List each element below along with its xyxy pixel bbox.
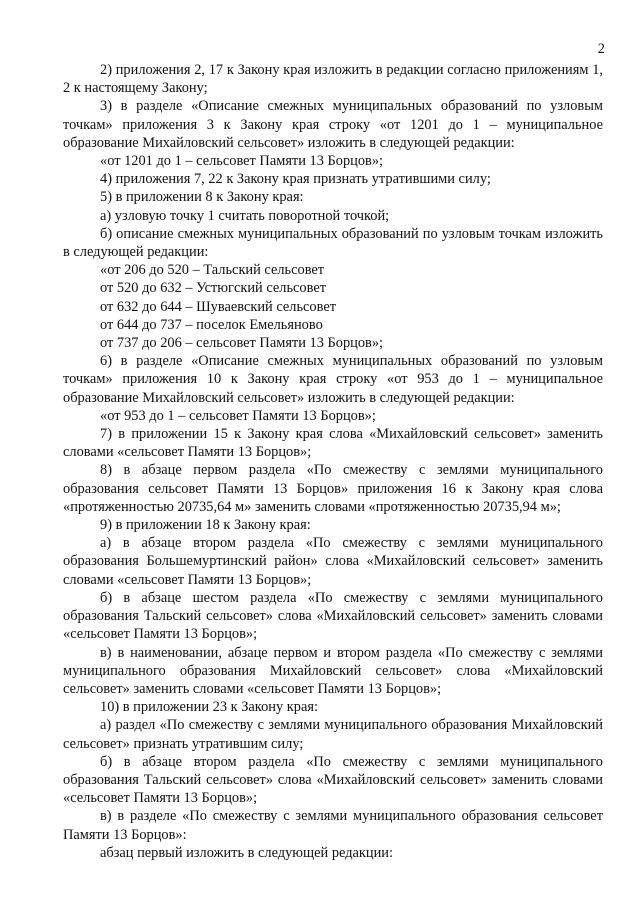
- paragraph: 4) приложения 7, 22 к Закону края признать утратившими силу;: [100, 171, 491, 188]
- paragraph: в) в разделе «По смежеству с землями муниципального образования сельсовет Памяти 13 Борцов»:: [63, 808, 603, 843]
- paragraph: 9) в приложении 18 к Закону края:: [100, 517, 311, 534]
- paragraph: от 644 до 737 – поселок Емельяново: [100, 316, 323, 333]
- paragraph: от 520 до 632 – Устюгский сельсовет: [100, 280, 326, 297]
- paragraph: 10) в приложении 23 к Закону края:: [100, 699, 318, 716]
- paragraph: а) узловую точку 1 считать поворотной точкой;: [100, 207, 390, 224]
- paragraph: от 737 до 206 – сельсовет Памяти 13 Борцов»;: [100, 335, 384, 352]
- paragraph: а) раздел «По смежеству с землями муниципального образования Михайловский сельсовет» признать утратившим силу;: [63, 717, 603, 752]
- paragraph: 3) в разделе «Описание смежных муниципальных образований по узловым точкам» приложения 3 к Закону края строку «от 1201 до 1 – муниципальное образование Михайловский сельсовет» изложить в следующей редакции:: [63, 98, 603, 151]
- paragraph: 6) в разделе «Описание смежных муниципальных образований по узловым точкам» приложения 10 к Закону края строку «от 953 до 1 – муниципальное образование Михайловский сельсовет» изложить в следующей редакции:: [63, 353, 603, 406]
- paragraph: «от 1201 до 1 – сельсовет Памяти 13 Борцов»;: [100, 153, 384, 170]
- paragraph: «от 953 до 1 – сельсовет Памяти 13 Борцов»;: [100, 407, 376, 424]
- paragraph: в) в наименовании, абзаце первом и втором раздела «По смежеству с землями муниципального образования Михайловский сельсовет» слова «Михайловский сельсовет» заменить словами «сельсовет Памяти 13 Борцов»;: [63, 644, 603, 697]
- paragraph: 5) в приложении 8 к Закону края:: [100, 189, 304, 206]
- paragraph: от 632 до 644 – Шуваевский сельсовет: [100, 298, 337, 315]
- paragraph: а) в абзаце втором раздела «По смежеству с землями муниципального образования Большемуртинский район» слова «Михайловский сельсовет» заменить словами «сельсовет Памяти 13 Борцов»;: [63, 535, 603, 588]
- paragraph: 2) приложения 2, 17 к Закону края изложить в редакции согласно приложениям 1, 2 к настоящему Закону;: [63, 62, 603, 97]
- paragraph: 7) в приложении 15 к Закону края слова «Михайловский сельсовет» заменить словами «сельсовет Памяти 13 Борцов»;: [63, 426, 603, 461]
- page-number: 2: [597, 41, 605, 57]
- paragraph: 8) в абзаце первом раздела «По смежеству с землями муниципального образования сельсовет Памяти 13 Борцов» приложения 16 к Закону края слова «протяженностью 20735,64 м» заменить словами «протяженностью 20735,94 м»;: [63, 462, 603, 515]
- paragraph: б) описание смежных муниципальных образований по узловым точкам изложить в следующей редакции:: [63, 225, 603, 261]
- paragraph: б) в абзаце втором раздела «По смежеству с землями муниципального образования Тальский сельсовет» слова «Михайловский сельсовет» заменить словами «сельсовет Памяти 13 Борцов»;: [63, 753, 603, 807]
- paragraph: «от 206 до 520 – Тальский сельсовет: [100, 262, 325, 279]
- paragraph: б) в абзаце шестом раздела «По смежеству с землями муниципального образования Тальский сельсовет» слова «Михайловский сельсовет» заменить словами «сельсовет Памяти 13 Борцов»;: [63, 589, 603, 643]
- document-body: [63, 61, 603, 862]
- paragraph: абзац первый изложить в следующей редакции:: [100, 844, 394, 861]
